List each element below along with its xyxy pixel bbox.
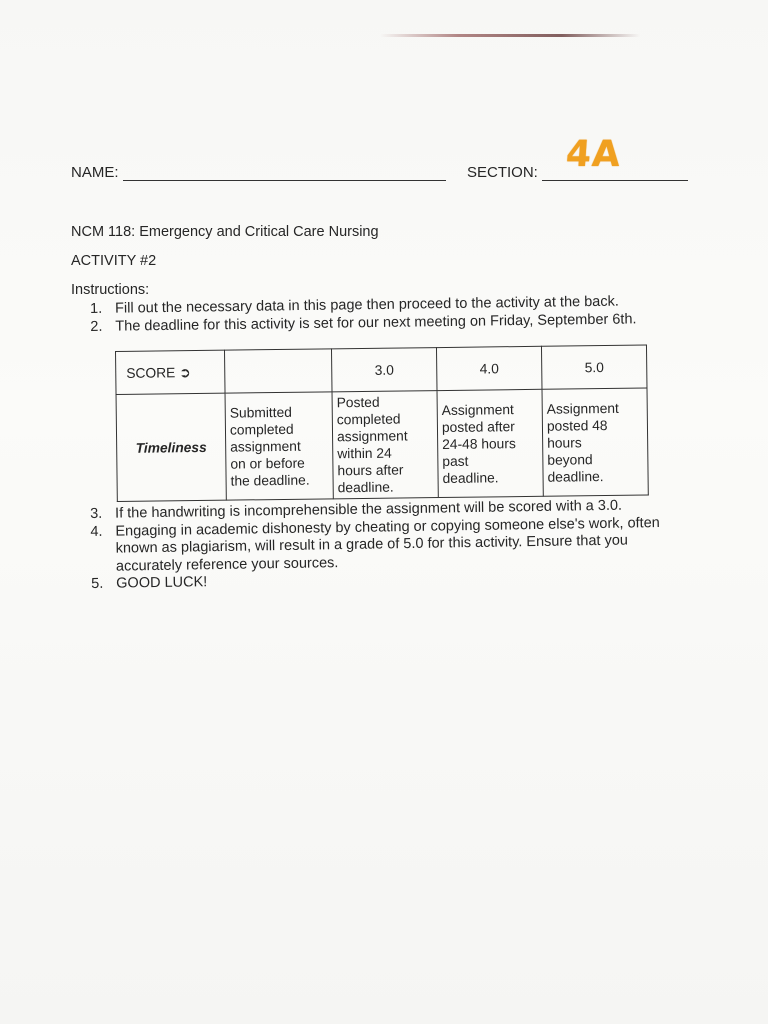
name-blank-line[interactable] (123, 166, 446, 181)
rubric-cell-ontime: Submitted completed assignment on or before the deadline. (225, 392, 333, 500)
activity-title: ACTIVITY #2 (71, 253, 157, 269)
list-text: GOOD LUCK! (116, 574, 208, 592)
rubric-header-blank (224, 349, 332, 393)
rubric-header-4: 4.0 (436, 346, 542, 390)
page-edge-mark (380, 34, 640, 37)
rubric-header-5: 5.0 (541, 345, 647, 389)
list-number: 4. (90, 523, 103, 540)
list-text: If the handwriting is incomprehensible the assignment will be scored with a 3.0. (114, 497, 623, 522)
name-label: NAME: (71, 164, 119, 181)
list-number: 5. (91, 575, 104, 592)
instructions-list-top (90, 293, 637, 336)
section-label: SECTION: (467, 164, 538, 181)
list-text: Engaging in academic dishonesty by cheating or copying someone else's work, often known as plagiarism, will result in a grade of 5.0 for this activity. Ensure that you accurately reference your sources. (115, 514, 660, 575)
rubric-cell-5: Assignment posted 48 hours beyond deadline. (542, 388, 648, 496)
rubric-header-3: 3.0 (331, 348, 437, 392)
rubric-cell-3: Posted completed assignment within 24 hours after deadline. (332, 391, 438, 499)
list-text: The deadline for this activity is set for our next meeting on Friday, September 6th. (115, 310, 637, 335)
criterion-cell: Timeliness (116, 393, 226, 501)
section-field (467, 134, 688, 181)
list-number: 3. (90, 505, 103, 522)
rubric-cell-4: Assignment posted after 24-48 hours past deadline. (437, 389, 543, 497)
instructions-list-bottom (90, 497, 661, 593)
list-number: 2. (90, 318, 103, 335)
list-number: 1. (90, 300, 103, 317)
list-text: Fill out the necessary data in this page then proceed to the activity at the back. (114, 293, 619, 317)
rubric-table (115, 345, 649, 502)
instructions-label: Instructions: (71, 282, 150, 298)
section-blank-line[interactable] (542, 134, 688, 181)
course-title: NCM 118: Emergency and Critical Care Nursing (71, 224, 379, 240)
name-field (71, 164, 446, 181)
rubric-timeliness-row (116, 388, 648, 501)
rubric-header-row (116, 345, 647, 394)
section-handwritten-value: 4A (564, 134, 623, 175)
list-item (90, 515, 660, 576)
score-header-cell: SCORE ➲ (116, 350, 226, 394)
